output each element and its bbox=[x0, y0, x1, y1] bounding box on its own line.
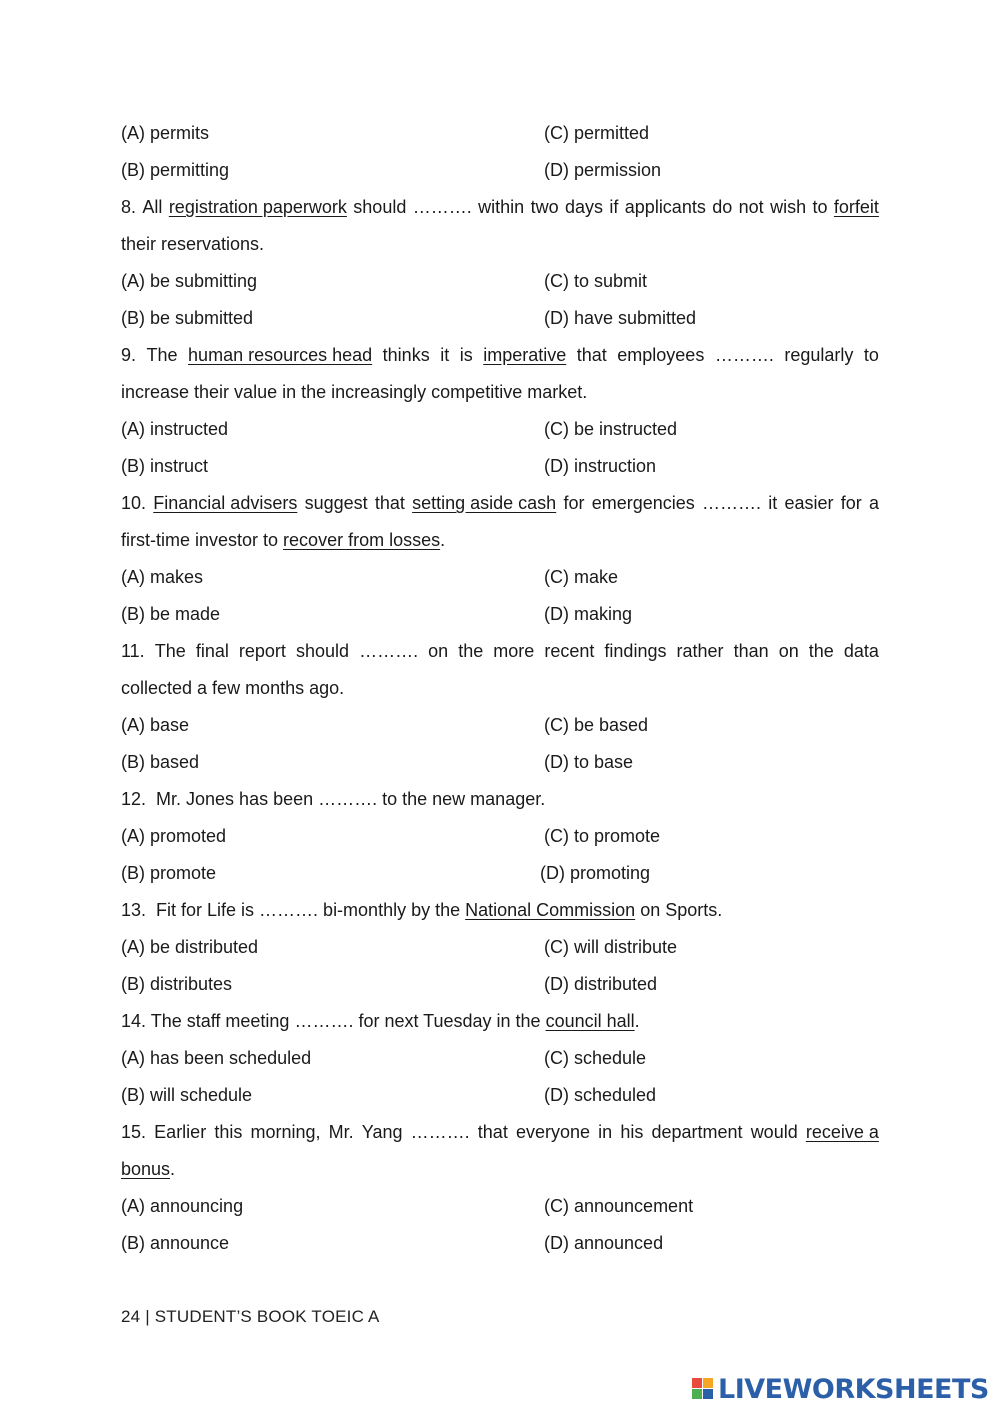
q11-word: data bbox=[843, 641, 879, 661]
q9-word: it bbox=[440, 345, 450, 365]
q10-word: emergencies bbox=[591, 493, 695, 513]
q15-word: that bbox=[477, 1122, 508, 1142]
q8-word: applicants bbox=[624, 197, 706, 217]
q9-word: employees bbox=[617, 345, 705, 365]
q10-stem-line2 bbox=[121, 529, 879, 551]
q11-word: The bbox=[154, 641, 186, 661]
q11-word: on bbox=[778, 641, 799, 661]
q15-term-bonus: bonus bbox=[121, 1159, 171, 1179]
q8-word: to bbox=[812, 197, 828, 217]
q8-word: if bbox=[609, 197, 619, 217]
q11-stem-line2: collected a few months ago. bbox=[121, 678, 345, 698]
q8-option-d[interactable]: (D) have submitted bbox=[544, 308, 697, 328]
q11-word: on bbox=[428, 641, 449, 661]
q12-option-d[interactable]: (D) promoting bbox=[540, 863, 651, 883]
q7-option-d[interactable]: (D) permission bbox=[544, 160, 662, 180]
q15-stem-line2 bbox=[121, 1158, 879, 1180]
q15-word: everyone bbox=[515, 1122, 591, 1142]
q15-word: morning, bbox=[250, 1122, 321, 1142]
q13-option-b[interactable]: (B) distributes bbox=[121, 974, 233, 994]
q8-word: two bbox=[530, 197, 559, 217]
q15-word: his bbox=[620, 1122, 644, 1142]
q13-stem bbox=[121, 899, 879, 921]
q8-word: within bbox=[478, 197, 525, 217]
q10-stem-line1 bbox=[121, 492, 879, 514]
logo-square bbox=[692, 1389, 702, 1399]
q11-stem-line1 bbox=[121, 640, 879, 662]
q9-term-human-resources-head: human resources head bbox=[188, 345, 373, 365]
q14-text-end: . bbox=[634, 1011, 640, 1031]
brand-name: LIVEWORKSHEETS bbox=[718, 1373, 989, 1405]
q15-word: this bbox=[214, 1122, 243, 1142]
q13-option-a[interactable]: (A) be distributed bbox=[121, 937, 259, 957]
q14-stem bbox=[121, 1010, 879, 1032]
q11-word: more bbox=[493, 641, 535, 661]
q13-term-national-commission: National Commission bbox=[465, 900, 636, 920]
q11-option-a[interactable]: (A) base bbox=[121, 715, 190, 735]
q14-text: 14. The staff meeting ………. for next Tuesday in the bbox=[121, 1011, 546, 1031]
q8-stem-line1 bbox=[121, 196, 879, 218]
q15-term-receive-a: receive a bbox=[805, 1122, 879, 1142]
q9-word: regularly bbox=[784, 345, 854, 365]
q8-term-forfeit: forfeit bbox=[833, 197, 879, 217]
q11-blank: ………. bbox=[359, 641, 419, 661]
q9-stem-line2: increase their value in the increasingly competitive market. bbox=[121, 382, 588, 402]
q10-option-b[interactable]: (B) be made bbox=[121, 604, 221, 624]
q10-option-d[interactable]: (D) making bbox=[544, 604, 633, 624]
q15-number: 15. bbox=[121, 1122, 147, 1142]
page-footer: 24 | STUDENT’S BOOK TOEIC A bbox=[121, 1307, 380, 1326]
q9-term-imperative: imperative bbox=[483, 345, 567, 365]
q9-option-b[interactable]: (B) instruct bbox=[121, 456, 209, 476]
q12-stem: 12. Mr. Jones has been ………. to the new manager. bbox=[121, 789, 546, 809]
q12-option-a[interactable]: (A) promoted bbox=[121, 826, 227, 846]
q15-blank: ………. bbox=[410, 1122, 470, 1142]
q11-word: the bbox=[808, 641, 834, 661]
q15-option-c[interactable]: (C) announcement bbox=[544, 1196, 694, 1216]
q9-number: 9. bbox=[121, 345, 137, 365]
q9-word: is bbox=[459, 345, 473, 365]
liveworksheets-brand[interactable] bbox=[692, 1374, 989, 1404]
q9-option-c[interactable]: (C) be instructed bbox=[544, 419, 678, 439]
q14-option-d[interactable]: (D) scheduled bbox=[544, 1085, 657, 1105]
q10-line2-period: . bbox=[440, 530, 446, 550]
q15-word: in bbox=[598, 1122, 613, 1142]
q14-option-a[interactable]: (A) has been scheduled bbox=[121, 1048, 312, 1068]
q11-option-c[interactable]: (C) be based bbox=[544, 715, 649, 735]
q9-word: The bbox=[146, 345, 178, 365]
q11-option-d[interactable]: (D) to base bbox=[544, 752, 634, 772]
logo-square bbox=[692, 1378, 702, 1388]
q10-word: that bbox=[374, 493, 405, 513]
q10-word: easier bbox=[784, 493, 834, 513]
q10-option-a[interactable]: (A) makes bbox=[121, 567, 204, 587]
q9-option-d[interactable]: (D) instruction bbox=[544, 456, 657, 476]
q8-option-b[interactable]: (B) be submitted bbox=[121, 308, 254, 328]
q10-term-financial-advisers: Financial advisers bbox=[153, 493, 298, 513]
q11-word: final bbox=[195, 641, 229, 661]
q10-word: a bbox=[868, 493, 879, 513]
q11-word: recent bbox=[544, 641, 595, 661]
q11-word: findings bbox=[604, 641, 667, 661]
q8-blank: ………. bbox=[412, 197, 472, 217]
q10-option-c[interactable]: (C) make bbox=[544, 567, 619, 587]
q9-word: to bbox=[863, 345, 879, 365]
q8-word: wish bbox=[770, 197, 807, 217]
q11-word: should bbox=[295, 641, 350, 661]
q9-word: thinks bbox=[382, 345, 430, 365]
q10-term-recover-from-losses: recover from losses bbox=[283, 530, 441, 550]
q10-number: 10. bbox=[121, 493, 147, 513]
q15-option-b[interactable]: (B) announce bbox=[121, 1233, 230, 1253]
q8-word: All bbox=[142, 197, 163, 217]
q9-blank: ………. bbox=[714, 345, 774, 365]
q12-option-c[interactable]: (C) to promote bbox=[544, 826, 661, 846]
q9-stem-line1 bbox=[121, 344, 879, 366]
q8-term-registration-paperwork: registration paperwork bbox=[168, 197, 347, 217]
q10-word: it bbox=[768, 493, 778, 513]
q10-blank: ………. bbox=[701, 493, 761, 513]
q15-word: department bbox=[651, 1122, 743, 1142]
q8-word: days bbox=[564, 197, 603, 217]
q11-number: 11. bbox=[121, 641, 145, 661]
q11-word: report bbox=[238, 641, 286, 661]
q11-word: rather bbox=[676, 641, 724, 661]
q10-word: suggest bbox=[304, 493, 368, 513]
q14-option-c[interactable]: (C) schedule bbox=[544, 1048, 647, 1068]
q8-word: should bbox=[353, 197, 407, 217]
q14-term-council-hall: council hall bbox=[545, 1011, 635, 1031]
q15-word: Earlier bbox=[154, 1122, 207, 1142]
q13-text: 13. Fit for Life is ………. bi-monthly by the bbox=[121, 900, 466, 920]
q7-option-b[interactable]: (B) permitting bbox=[121, 160, 230, 180]
q10-line2-text: first-time investor to bbox=[121, 530, 284, 550]
q9-option-a[interactable]: (A) instructed bbox=[121, 419, 229, 439]
q7-option-c[interactable]: (C) permitted bbox=[544, 123, 650, 143]
q15-line2-period: . bbox=[170, 1159, 176, 1179]
q8-option-c[interactable]: (C) to submit bbox=[544, 271, 648, 291]
q12-option-b[interactable]: (B) promote bbox=[121, 863, 217, 883]
q8-option-a[interactable]: (A) be submitting bbox=[121, 271, 258, 291]
q10-word: for bbox=[563, 493, 585, 513]
q14-option-b[interactable]: (B) will schedule bbox=[121, 1085, 253, 1105]
q8-stem-line2: their reservations. bbox=[121, 234, 265, 254]
q11-word: than bbox=[733, 641, 769, 661]
q9-word: that bbox=[576, 345, 607, 365]
q15-word: would bbox=[750, 1122, 798, 1142]
logo-square bbox=[703, 1389, 713, 1399]
logo-square bbox=[703, 1378, 713, 1388]
q15-word: Mr. bbox=[328, 1122, 354, 1142]
q13-option-c[interactable]: (C) will distribute bbox=[544, 937, 678, 957]
q8-word: not bbox=[738, 197, 764, 217]
q13-option-d[interactable]: (D) distributed bbox=[544, 974, 658, 994]
q7-option-a[interactable]: (A) permits bbox=[121, 123, 210, 143]
q11-word: the bbox=[458, 641, 484, 661]
q15-option-a[interactable]: (A) announcing bbox=[121, 1196, 244, 1216]
q15-word: Yang bbox=[361, 1122, 403, 1142]
q10-word: for bbox=[840, 493, 862, 513]
liveworksheets-logo-icon bbox=[692, 1378, 714, 1400]
q8-word: do bbox=[712, 197, 733, 217]
q10-term-setting-aside-cash: setting aside cash bbox=[412, 493, 557, 513]
q13-text-end: on Sports. bbox=[635, 900, 723, 920]
q8-number: 8. bbox=[121, 197, 137, 217]
q15-option-d[interactable]: (D) announced bbox=[544, 1233, 664, 1253]
q11-option-b[interactable]: (B) based bbox=[121, 752, 200, 772]
q15-stem-line1 bbox=[121, 1121, 879, 1143]
